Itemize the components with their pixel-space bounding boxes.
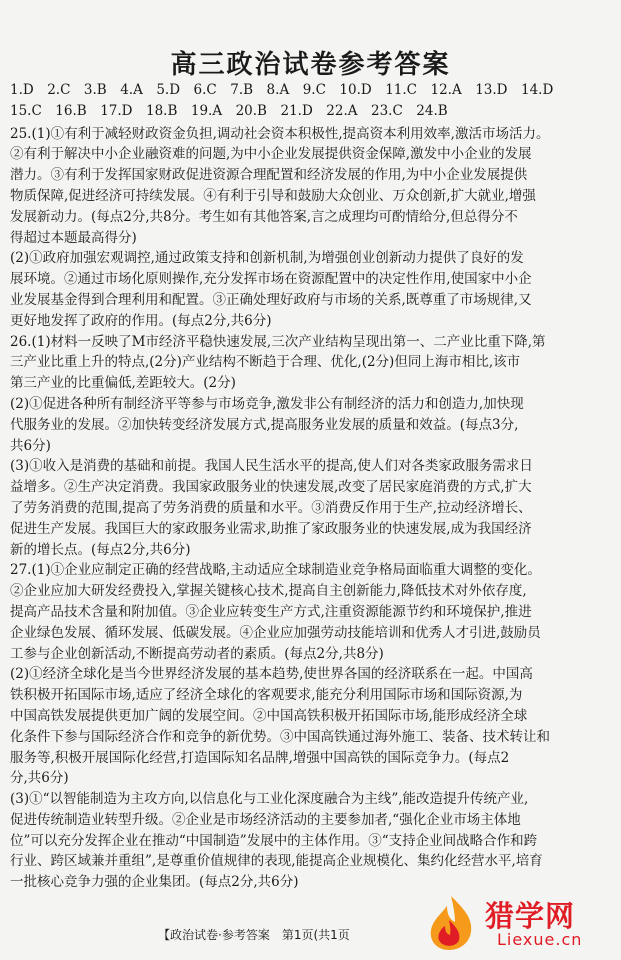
answer-line: 更好地发挥了政府的作用。(每点2分,共6分) [10, 312, 272, 329]
answer-line: 15.C 16.B 17.D 18.B 19.A 20.B 21.D 22.A 23.C 24.B [10, 102, 448, 119]
watermark-domain: Liexue.cn [497, 930, 583, 949]
answer-line: 服务等,积极开展国际化经营,打造国际知名品牌,增强中国高铁的国际竞争力。(每点2 [10, 749, 510, 766]
answer-line: (2)①经济全球化是当今世界经济发展的基本趋势,使世界各国的经济联系在一起。中国高 [10, 666, 533, 683]
answer-line: 行业、跨区域兼并重组”,是尊重价值规律的表现,能提高企业规模化、集约化经营水平,培育 [10, 853, 543, 870]
answer-line: 25.(1)①有利于减轻财政资金负担,调动社会资本积极性,提高资本利用效率,激活市场活力。 [10, 125, 550, 142]
answer-line: 一批核心竞争力强的企业集团。(每点2分,共6分) [10, 874, 299, 891]
answer-line: 发展新动力。(每点2分,共8分。考生如有其他答案,言之成理均可酌情给分,但总得分不 [10, 208, 518, 225]
answer-line: (3)①收入是消费的基础和前提。我国人民生活水平的提高,使人们对各类家政服务需求日 [10, 458, 533, 475]
watermark-name: 猎学网 [485, 899, 576, 933]
answer-line: ②有利于解决中小企业融资难的问题,为中小企业发展提供资金保障,激发中小企业的发展 [10, 146, 532, 163]
page-footer: 【政治试卷·参考答案 第1页(共1页 [158, 928, 350, 942]
answer-line: 铁积极开拓国际市场,适应了经济全球化的客观要求,能充分利用国际市场和国际资源,为 [10, 687, 523, 704]
answer-line: 第三产业的比重偏低,差距较大。(2分) [10, 375, 236, 392]
flame-logo-icon [425, 894, 477, 952]
answer-line: 位”可以充分发挥企业在推动“中国制造”发展中的主体作用。③“支持企业间战略合作和跨 [10, 832, 538, 849]
answer-line: 促进生产发展。我国巨大的家政服务业需求,助推了家政服务业的快速发展,成为我国经济 [10, 520, 532, 537]
answer-line: 代服务业的发展。②加快转变经济发展方式,提高服务业发展的质量和效益。(每点3分, [10, 416, 519, 433]
answer-line: 化条件下参与国际经济合作和竞争的新优势。③中国高铁通过海外施工、装备、技术转让和 [10, 728, 550, 745]
answer-line: 提高产品技术含量和附加值。③企业应转变生产方式,注重资源能源节约和环境保护,推进 [10, 603, 532, 620]
answer-line: 展环境。②通过市场化原则操作,充分发挥市场在资源配置中的决定性作用,使国家中小企 [10, 271, 532, 288]
answer-line: 物质保障,促进经济可持续发展。④有利于引导和鼓励大众创业、万众创新,扩大就业,增强 [10, 187, 536, 204]
watermark-logo [425, 892, 621, 960]
document-title: 高三政治试卷参考答案 [170, 50, 451, 80]
answer-line: 1.D 2.C 3.B 4.A 5.D 6.C 7.B 8.A 9.C 10.D 11.C 12.A 13.D 14.D [10, 82, 554, 98]
answer-line: 企业绿色发展、循环发展、低碳发展。④企业应加强劳动技能培训和优秀人才引进,鼓励员 [10, 624, 541, 641]
answer-line: 业发展基金得到合理利用和配置。③正确处理好政府与市场的关系,既尊重了市场规律,又 [10, 291, 532, 308]
answer-line: 三产业比重上升的特点,(2分)产业结构不断趋于合理、优化,(2分)但同上海市相比,该市 [10, 354, 521, 371]
answer-content [10, 80, 614, 893]
answer-line: 中国高铁发展提供更加广阔的发展空间。②中国高铁积极开拓国际市场,能形成经济全球 [10, 707, 528, 724]
answer-line: (2)①促进各种所有制经济平等参与市场竞争,激发非公有制经济的活力和创造力,加快现 [10, 395, 524, 412]
answer-line: 27.(1)①企业应制定正确的经营战略,主动适应全球制造业竞争格局面临重大调整的变化。 [10, 562, 541, 579]
answer-line: (2)①政府加强宏观调控,通过政策支持和创新机制,为增强创业创新动力提供了良好的发 [10, 250, 524, 267]
answer-line: 了劳务消费的范围,提高了劳务消费的质量和水平。③消费反作用于生产,拉动经济增长、 [10, 499, 532, 516]
answer-line: 得超过本题最高得分) [10, 229, 137, 246]
answer-line: 益增多。②生产决定消费。我国家政服务业的快速发展,改变了居民家庭消费的方式,扩大 [10, 479, 532, 496]
answer-line: 促进传统制造业转型升级。②企业是市场经济活动的主要参加者,“强化企业市场主体地 [10, 811, 521, 828]
answer-line: 共6分) [10, 437, 51, 454]
answer-line: (3)①“以智能制造为主攻方向,以信息化与工业化深度融合为主线”,能改造提升传统产业, [10, 791, 529, 808]
answer-line: 26.(1)材料一反映了M市经济平稳快速发展,三次产业结构呈现出第一、二产业比重下降,第 [10, 333, 546, 350]
answer-line: 工参与企业创新活动,不断提高劳动者的素质。(每点2分,共8分) [10, 645, 384, 662]
answer-line: 分,共6分) [10, 770, 69, 787]
answer-line: 潜力。③有利于发挥国家财政促进资源合理配置和经济发展的作用,为中小企业发展提供 [10, 167, 528, 184]
answer-line: 新的增长点。(每点2分,共6分) [10, 541, 191, 558]
answer-line: ②企业应加大研发经费投入,掌握关键核心技术,提高自主创新能力,降低技术对外依存度, [10, 583, 527, 600]
